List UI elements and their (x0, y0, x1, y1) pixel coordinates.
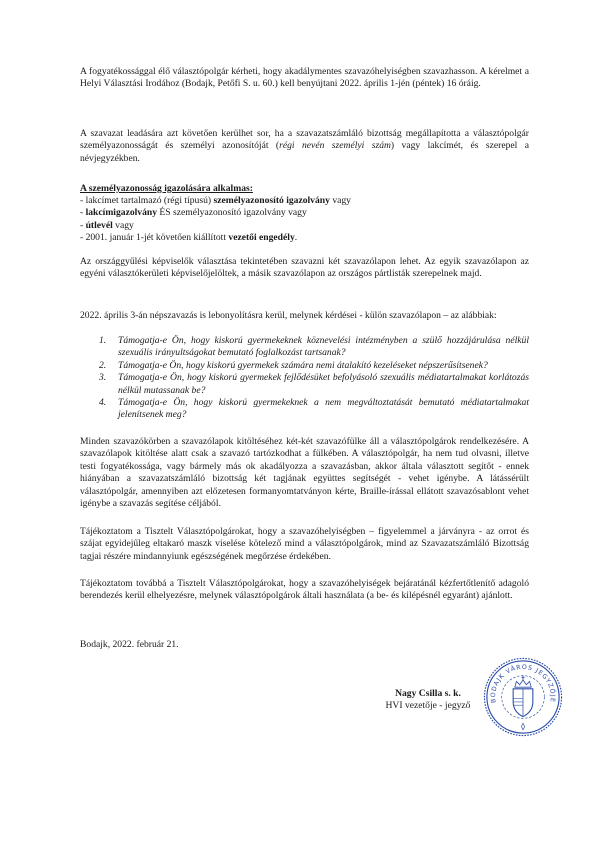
id-item-bold: útlevél (85, 219, 113, 231)
question-text: Támogatja-e Ön, hogy kiskorú gyermekeknek köznevelési intézményben a szülő hozzájárulása nélkül szexuális irányultságokat bemutató foglalkozást tartsanak? (118, 335, 529, 359)
id-list-item (80, 220, 529, 232)
paragraph-voting-conditions (80, 128, 529, 165)
date-line: Bodajk, 2022. február 21. (80, 639, 179, 650)
question-number: 2. (99, 359, 107, 371)
question-text: Támogatja-e Ön, hogy kiskorú gyermekeknek a nem megváltoztatását bemutató médiatartalmakat jelenítsenek meg? (118, 397, 529, 421)
signatory-name: Nagy Csilla s. k. (395, 688, 461, 699)
id-item-bold: személyazonosító igazolvány (213, 195, 330, 206)
id-item-pre: - lakcímet tartalmazó (régi típusú) (80, 195, 214, 206)
question-number: 4. (99, 397, 107, 409)
id-item-pre: - 2001. január 1-jét követően kiállított (80, 232, 229, 244)
question-text: Támogatja-e Ön, hogy kiskorú gyermekek fejlődésüket befolyásoló szexuális médiatartalmakat korlátozás nélkül mutassanak be? (118, 372, 529, 396)
id-heading: A személyazonosság igazolására alkalmas: (80, 183, 253, 194)
paragraph-parliamentary-election: Az országgyűlési képviselők választása tekintetében szavazni két szavazólapon lehet. Az egyik szavazólapon az egyéni választókerületi képviselőjelöltek, a másik szavazólapon az országos pártlisták szerepelnek majd. (80, 256, 529, 280)
signatory-title: HVI vezetője - jegyző (385, 700, 471, 712)
id-item-bold: vezetői engedély (228, 232, 295, 244)
paragraph-voting-booths: Minden szavazókörben a szavazólapok kitöltéséhez két-két szavazófülke áll a választópolgárok rendelkezésére. A szavazólapok kitöltése alatt csak a szavazó tartózkodhat a fülkében. A választópolgár, ha nem tud olvasni, illetve testi fogyatékossága, vagy bármely más ok akadályozza a szavazásban, akkor általa választott segítőt - ennek hiányában a szavazatszámláló bizottság két tagjának együttes segítségét - vehet igénybe. A látássérült választópolgár, amennyiben azt előzetesen formanyomtatványon kérte, Braille-írással ellátott szavazósablont vehet igénybe a szavazás segítése céljából. (80, 436, 529, 510)
paragraph-accessibility: A fogyatékossággal élő választópolgár kérheti, hogy akadálymentes szavazóhelyiségben szavazhasson. A kérelmet a Helyi Választási Irodához (Bodajk, Petőfi S. u. 60.) kell benyújtani 2022. április 1-jén (péntek) 16 óráig. (80, 66, 529, 90)
id-item-post: vagy (112, 219, 134, 231)
referendum-question (80, 335, 529, 360)
question-number: 1. (99, 335, 107, 346)
paragraph-voting-conditions-part1: A szavazat leadására azt követően kerülhet sor, ha a szavazatszámláló bizottság megállapította a választópolgár személyazonosságát és személyi azonosítóját ( (80, 128, 529, 152)
id-item-post: . (294, 232, 298, 244)
paragraph-referendum: 2022. április 3-án népszavazás is lebonyolításra kerül, melynek kérdései - külön szavazólapon – az alábbiak: (80, 310, 497, 321)
id-item-pre: - (80, 207, 86, 219)
id-item-pre: - (80, 219, 86, 231)
id-list-item (80, 195, 529, 207)
paragraph-voting-conditions-part2: ) vagy lakcímét, és szerepel a névjegyzékben. (80, 140, 529, 164)
question-text: Támogatja-e Ön, hogy kiskorú gyermekek számára nemi átalakító kezeléseket népszerűsítsenek? (118, 359, 488, 371)
paragraph-mask-notice: Tájékoztatom a Tisztelt Választópolgárokat, hogy a szavazóhelyiségben – figyelemmel a járványra - az orrot és szájat egyidejűleg eltakaró maszk viselése kötelező mind a választópolgárok, mind az Szavazatszámláló Bizottság tagjai részére mindannyiunk egészségének megőrzése érdekében. (80, 526, 529, 562)
referendum-question (80, 360, 529, 372)
id-list-item (80, 207, 529, 219)
id-item-post: vagy (329, 195, 351, 206)
paragraph-disinfectant-notice: Tájékoztatom továbbá a Tisztelt Választópolgárokat, hogy a szavazóhelyiségek bejáratánál kézfertőtlenítő adagoló berendezés kerül elhelyezésre, melynek választópolgárok általi használata (a be- és kilépésnél egyaránt) ajánlott. (80, 578, 529, 602)
referendum-question (80, 397, 529, 422)
referendum-question-list (80, 335, 529, 422)
question-number: 3. (99, 372, 107, 384)
referendum-question (80, 372, 529, 397)
id-list-item (80, 232, 529, 244)
id-document-list (80, 195, 529, 245)
id-item-bold: lakcímigazolvány (85, 207, 158, 219)
id-item-post: ÉS személyazonosító igazolvány vagy (157, 207, 307, 219)
official-stamp (482, 656, 564, 738)
paragraph-voting-conditions-italic: régi nevén személyi szám (279, 140, 391, 152)
stamp-label: BODAJK VÁROS JEGYZŐJE (489, 663, 556, 704)
